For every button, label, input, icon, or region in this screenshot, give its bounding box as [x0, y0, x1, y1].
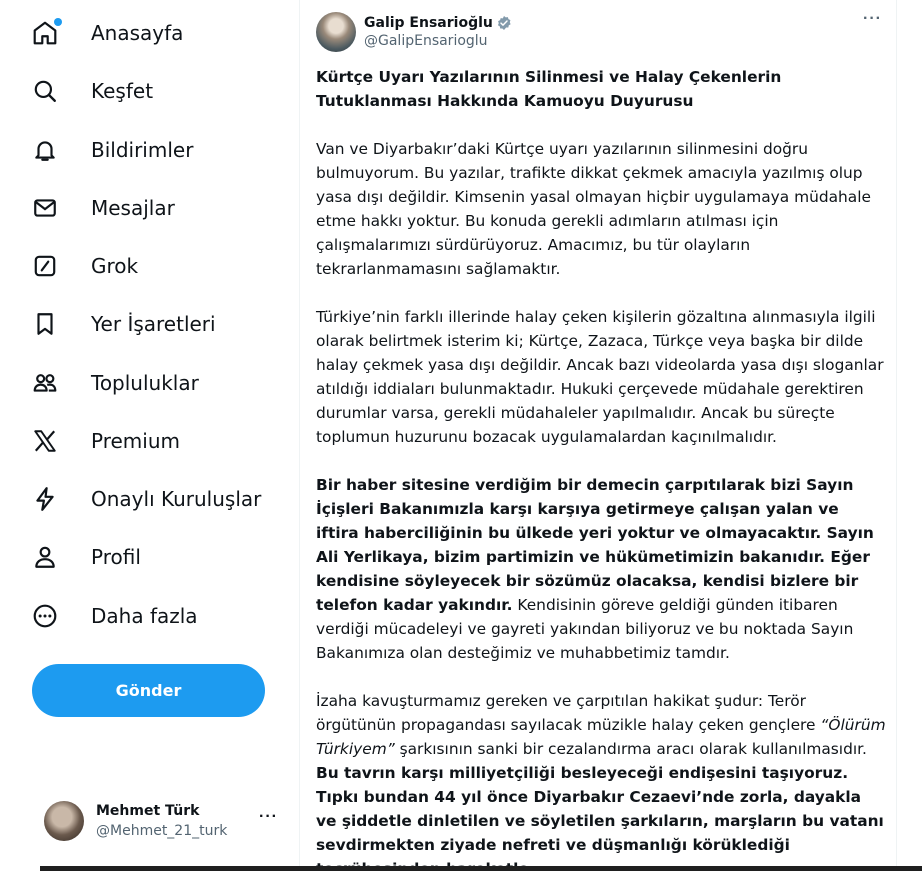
verified-badge-icon	[496, 15, 512, 31]
tweet-paragraph: Türkiye’nin farklı illerinde halay çeken kişilerin gözaltına alınmasıyla ilgili olarak belirtmek isterim ki; Kürtçe, Zazaca, Türkçe veya başka bir dilde halay çekmek yasa dışı değildir. Ancak bazı videolarda yasa dışı sloganlar atıldığı iddiaları bulunmaktadır. Hukuki çerçevede müdahale gerektiren durumlar varsa, gerekli müdahaleler yapılmalıdır. Ancak bu süreçte toplumun huzurunu bozacak uygulamalardan kaçınılmalıdır.	[316, 308, 884, 446]
more-circle-icon	[32, 603, 58, 629]
paragraph-text: şarkısının sanki bir cezalandırma aracı olarak kullanılmasıdır.	[394, 740, 867, 758]
bookmark-icon	[32, 311, 58, 337]
search-icon	[32, 78, 58, 104]
sidebar-item-label: Premium	[91, 429, 180, 453]
more-options-icon[interactable]: ···	[863, 10, 882, 27]
sidebar-item-profile[interactable]	[32, 531, 141, 583]
sidebar-item-label: Bildirimler	[91, 138, 194, 162]
sidebar-item-label: Grok	[91, 254, 139, 278]
sidebar-item-label: Onaylı Kuruluşlar	[91, 487, 262, 511]
sidebar-item-label: Topluluklar	[91, 371, 199, 395]
bell-icon	[32, 137, 58, 163]
author-handle[interactable]: @GalipEnsarioglu	[364, 33, 488, 49]
communities-icon	[32, 370, 58, 396]
home-icon	[32, 20, 58, 46]
sidebar-item-notifications[interactable]	[32, 124, 193, 176]
bold-text: Bir haber sitesine verdiğim bir demecin çarpıtılarak bizi Sayın İçişleri Bakanımızla karşı karşıya getirmeye çalışan yalan ve iftira haberciliğinin bu ülkede yeri yoktur ve olmayacaktır. Sayın Ali Yerlikaya, bizim partimizin ve hükümetimizin bakanıdır. Eğer kendisine söyleyecek bir sözümüz olacaksa, kendisi bizlere bir telefon kadar yakındır.	[316, 476, 874, 614]
author-avatar[interactable]	[316, 12, 356, 52]
sidebar-item-bookmarks[interactable]	[32, 298, 216, 350]
sidebar-item-more[interactable]	[32, 590, 198, 642]
tweet-detail	[299, 0, 897, 871]
tweet-paragraph	[316, 473, 886, 665]
sidebar-item-label: Profil	[91, 545, 141, 569]
avatar	[44, 801, 84, 841]
sidebar-item-explore[interactable]	[32, 65, 153, 117]
sidebar-nav	[0, 0, 300, 871]
sidebar-item-messages[interactable]	[32, 182, 175, 234]
sidebar-item-home[interactable]	[32, 7, 183, 59]
tweet-paragraph	[316, 689, 886, 871]
sidebar-item-label: Mesajlar	[91, 196, 175, 220]
account-handle: @Mehmet_21_turk	[96, 823, 228, 839]
profile-icon	[32, 544, 58, 570]
tweet-title: Kürtçe Uyarı Yazılarının Silinmesi ve Halay Çekenlerin Tutuklanması Hakkında Kamuoyu Duyurusu	[316, 68, 782, 110]
post-button[interactable]: Gönder	[32, 664, 265, 717]
notification-dot	[54, 18, 62, 26]
window-bottom-edge	[40, 866, 922, 871]
sidebar-item-label: Keşfet	[91, 79, 154, 103]
mail-icon	[32, 195, 58, 221]
sidebar-item-premium[interactable]	[32, 415, 180, 467]
author-display-name[interactable]: Galip Ensarioğlu	[364, 15, 493, 31]
italic-song-title: “Ölürüm Türkiyem”	[316, 716, 886, 758]
account-display-name: Mehmet Türk	[96, 803, 200, 819]
sidebar-item-grok[interactable]	[32, 240, 138, 292]
tweet-paragraph: Van ve Diyarbakır’daki Kürtçe uyarı yazılarının silinmesini doğru bulmuyorum. Bu yazılar, trafikte dikkat çekmek amacıyla yazılmış olup yasa dışı değildir. Kimsenin yasal olmayan hiçbir uygulamaya müdahale etme hakkı yoktur. Bu konuda gerekli adımların atılması için çalışmalarımızı sürdürüyoruz. Amacımız, bu tür olayların tekrarlanmamasını sağlamaktır.	[316, 140, 871, 278]
paragraph-text: Kendisinin göreve geldiği günden itibaren verdiği mücadeleyi ve gayreti yakından biliyoruz ve bu noktada Sayın Bakanımıza olan desteğimiz ve muhabbetimiz tamdır.	[316, 596, 854, 662]
lightning-icon	[32, 486, 58, 512]
account-switcher[interactable]	[44, 796, 284, 846]
sidebar-item-communities[interactable]	[32, 357, 199, 409]
more-options-icon[interactable]: ···	[259, 808, 278, 825]
tweet-header	[316, 10, 882, 54]
grok-icon	[32, 253, 58, 279]
bold-text: Bu tavrın karşı milliyetçiliği besleyeceği endişesini taşıyoruz. Tıpkı bundan 44 yıl önce Diyarbakır Cezaevi’nde zorla, dayakla ve şiddetle dinletilen ve söyletilen şarkıların, marşların bu vatanı sevdirmekten ziyade nefreti ve düşmanlığı körüklediği	[316, 764, 884, 854]
sidebar-item-label: Daha fazla	[91, 604, 198, 628]
sidebar-item-label: Anasayfa	[91, 21, 184, 45]
sidebar-item-label: Yer İşaretleri	[91, 312, 216, 336]
x-logo-icon	[32, 428, 58, 454]
paragraph-text: İzaha kavuşturmamız gereken ve çarpıtılan hakikat şudur: Terör örgütünün propagandası sayılacak müzikle halay çeken gençlere	[316, 692, 821, 734]
sidebar-item-verified-orgs[interactable]	[32, 473, 261, 525]
tweet-text	[316, 65, 886, 871]
